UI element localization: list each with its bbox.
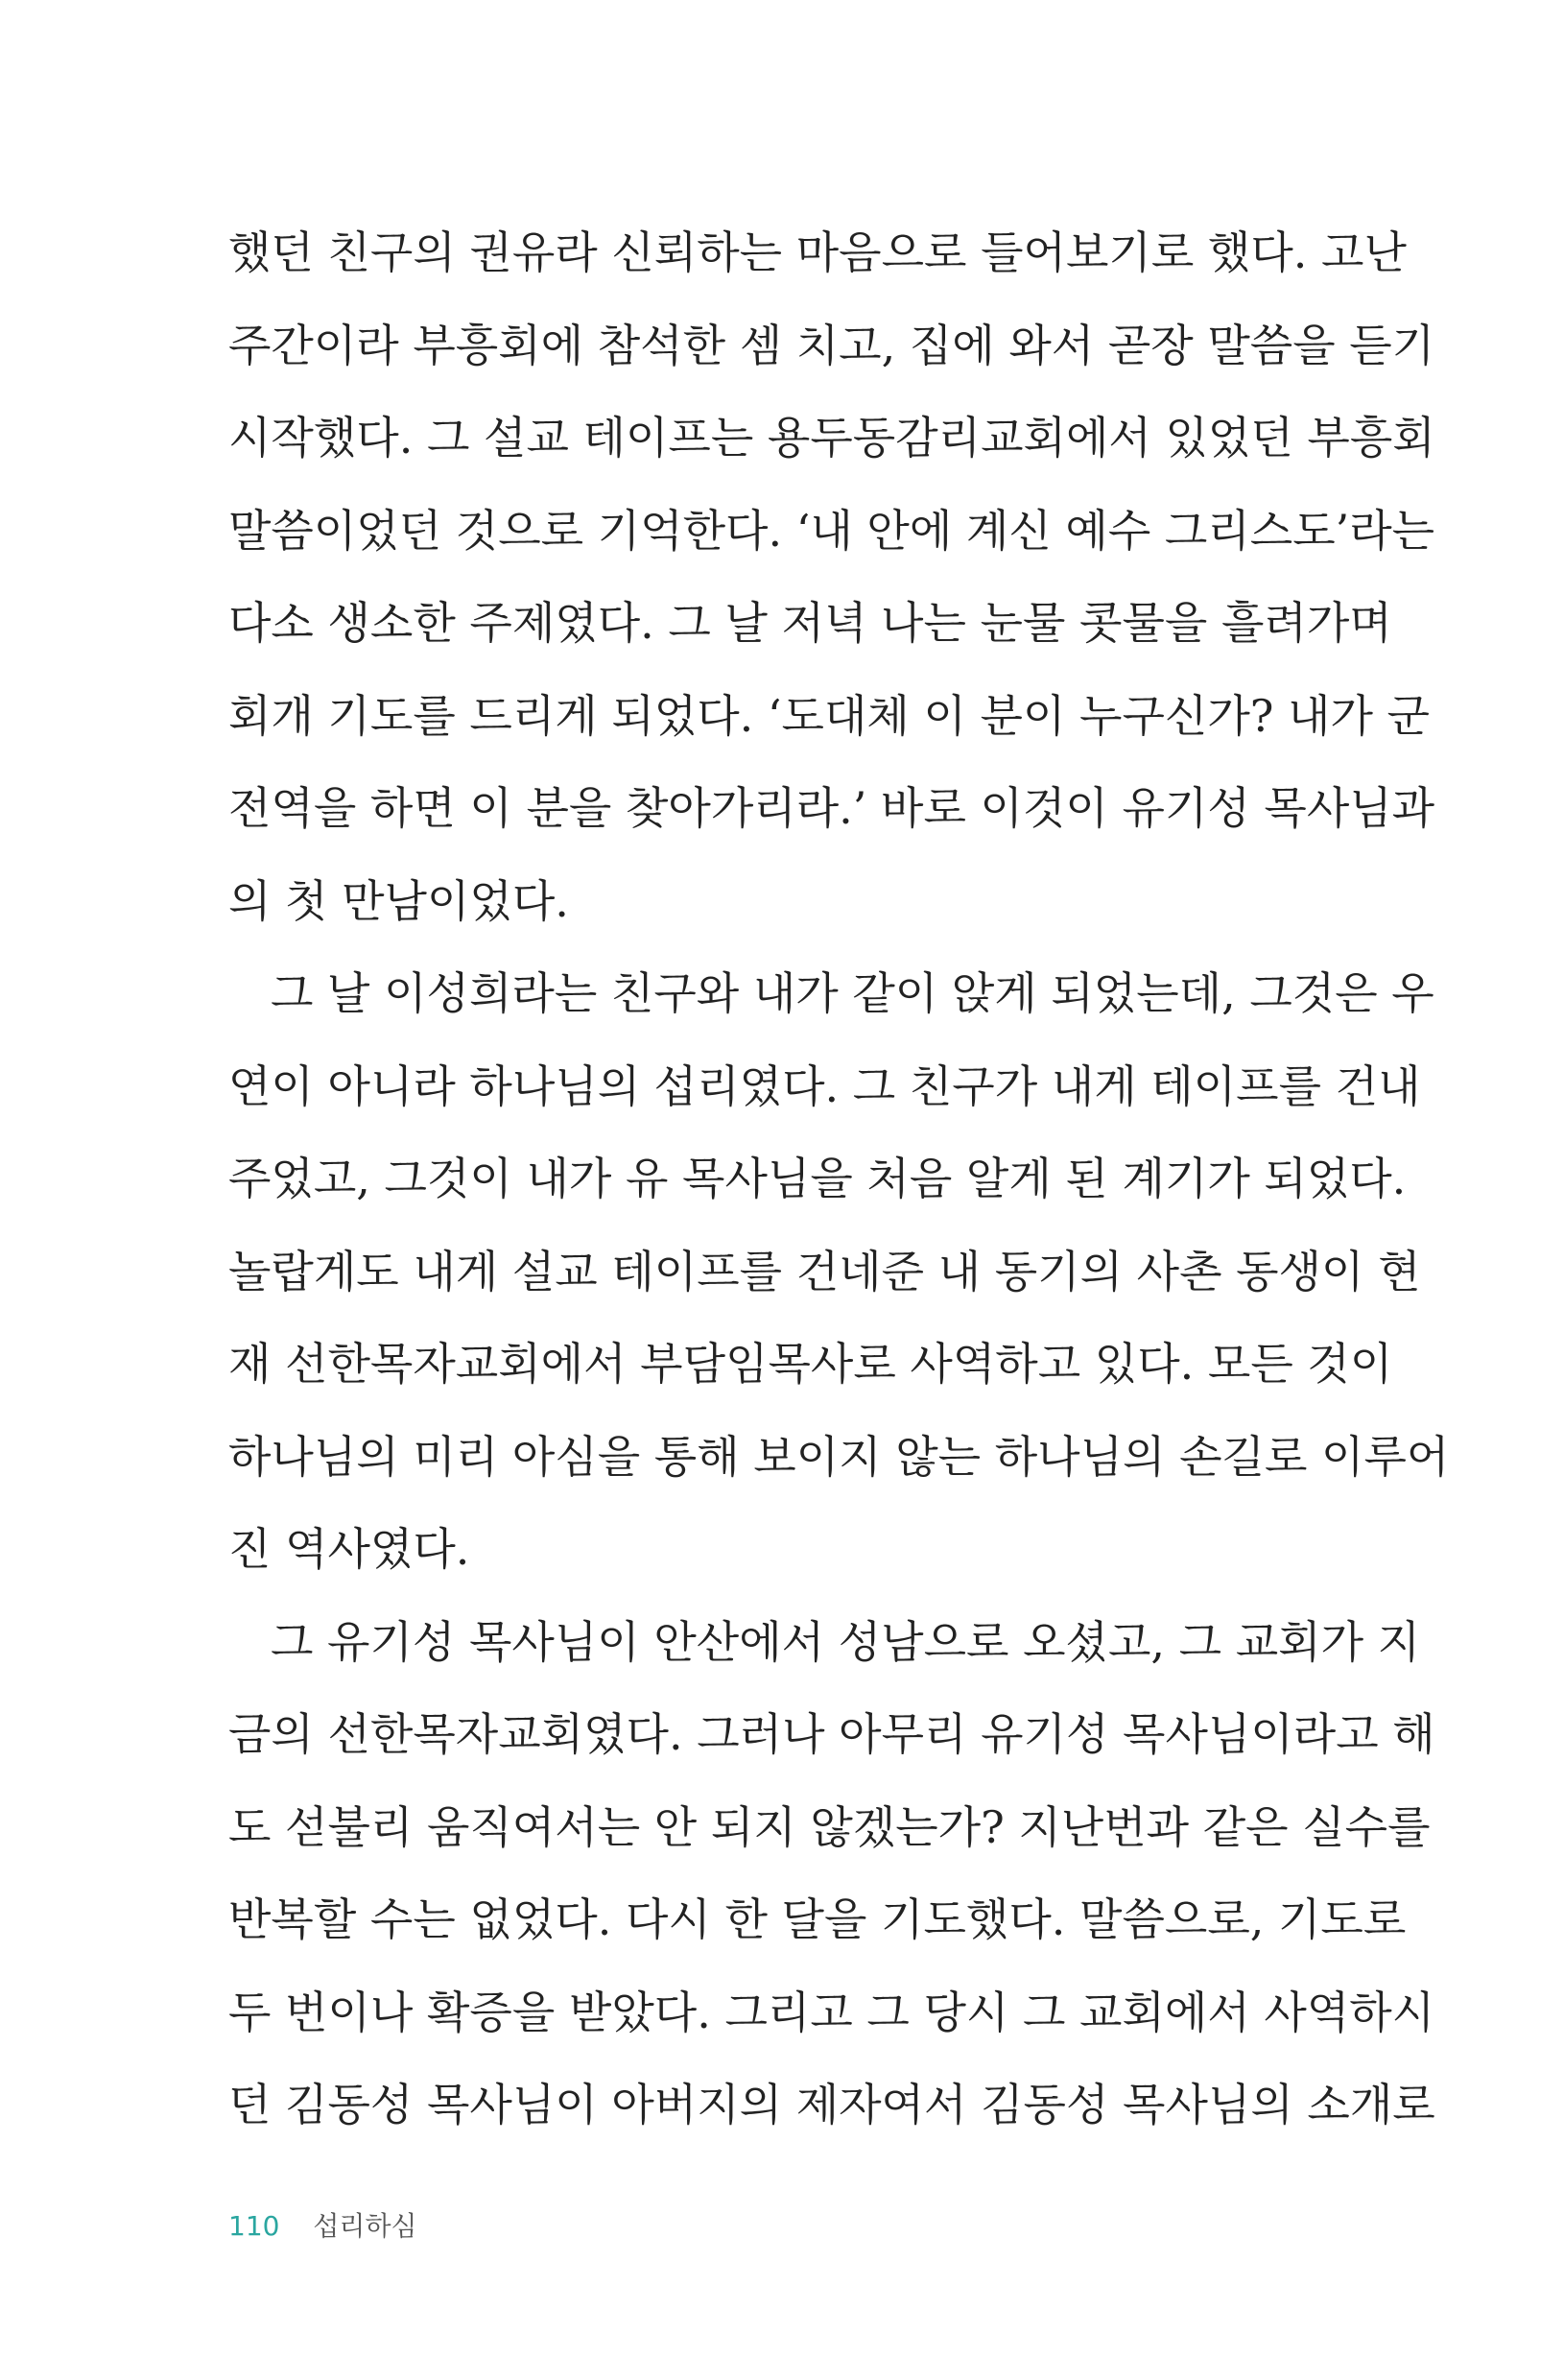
text-line: 던 김동성 목사님이 아버지의 제자여서 김동성 목사님의 소개로 (228, 2079, 1435, 2130)
text-line: 다소 생소한 주제였다. 그 날 저녁 나는 눈물 콧물을 흘려가며 (228, 597, 1392, 649)
page-number: 110 (228, 2210, 280, 2242)
running-title: 섭리하심 (313, 2210, 417, 2242)
text-line: 금의 선한목자교회였다. 그러나 아무리 유기성 목사님이라고 해 (228, 1708, 1435, 1760)
text-line: 하나님의 미리 아심을 통해 보이지 않는 하나님의 손길로 이루어 (228, 1430, 1450, 1483)
text-line: 그 유기성 목사님이 안산에서 성남으로 오셨고, 그 교회가 지 (271, 1615, 1421, 1668)
text-line: 전역을 하면 이 분을 찾아가리라.’ 바로 이것이 유기성 목사님과 (228, 782, 1435, 834)
body-text (228, 219, 1450, 2164)
text-line: 그 날 이성희라는 친구와 내가 같이 앉게 되었는데, 그것은 우 (271, 967, 1434, 1019)
text-line: 놀랍게도 내게 설교 테이프를 건네준 내 동기의 사촌 동생이 현 (228, 1245, 1421, 1297)
text-line: 회개 기도를 드리게 되었다. ‘도대체 이 분이 누구신가? 내가 군 (228, 689, 1430, 742)
text-line: 두 번이나 확증을 받았다. 그리고 그 당시 그 교회에서 사역하시 (228, 1986, 1435, 2038)
text-line: 반복할 수는 없었다. 다시 한 달을 기도했다. 말씀으로, 기도로 (228, 1893, 1407, 1945)
text-line: 했던 친구의 권유라 신뢰하는 마음으로 들어보기로 했다. 고난 (228, 226, 1407, 278)
page-footer (228, 2207, 417, 2246)
text-line: 주었고, 그것이 내가 유 목사님을 처음 알게 된 계기가 되었다. (228, 1153, 1407, 1204)
text-line: 도 섣불리 움직여서는 안 되지 않겠는가? 지난번과 같은 실수를 (228, 1800, 1431, 1853)
text-line: 의 첫 만남이었다. (228, 874, 569, 927)
text-line: 시작했다. 그 설교 테이프는 용두동감리교회에서 있었던 부흥회 (228, 412, 1435, 464)
text-line: 진 역사였다. (228, 1523, 470, 1575)
text-line: 주간이라 부흥회에 참석한 셈 치고, 집에 와서 곧장 말씀을 듣기 (228, 319, 1435, 371)
text-line: 재 선한목자교회에서 부담임목사로 사역하고 있다. 모든 것이 (228, 1338, 1393, 1390)
text-line: 말씀이었던 것으로 기억한다. ‘내 안에 계신 예수 그리스도’라는 (228, 504, 1435, 557)
text-line: 연이 아니라 하나님의 섭리였다. 그 친구가 내게 테이프를 건내 (228, 1059, 1421, 1112)
